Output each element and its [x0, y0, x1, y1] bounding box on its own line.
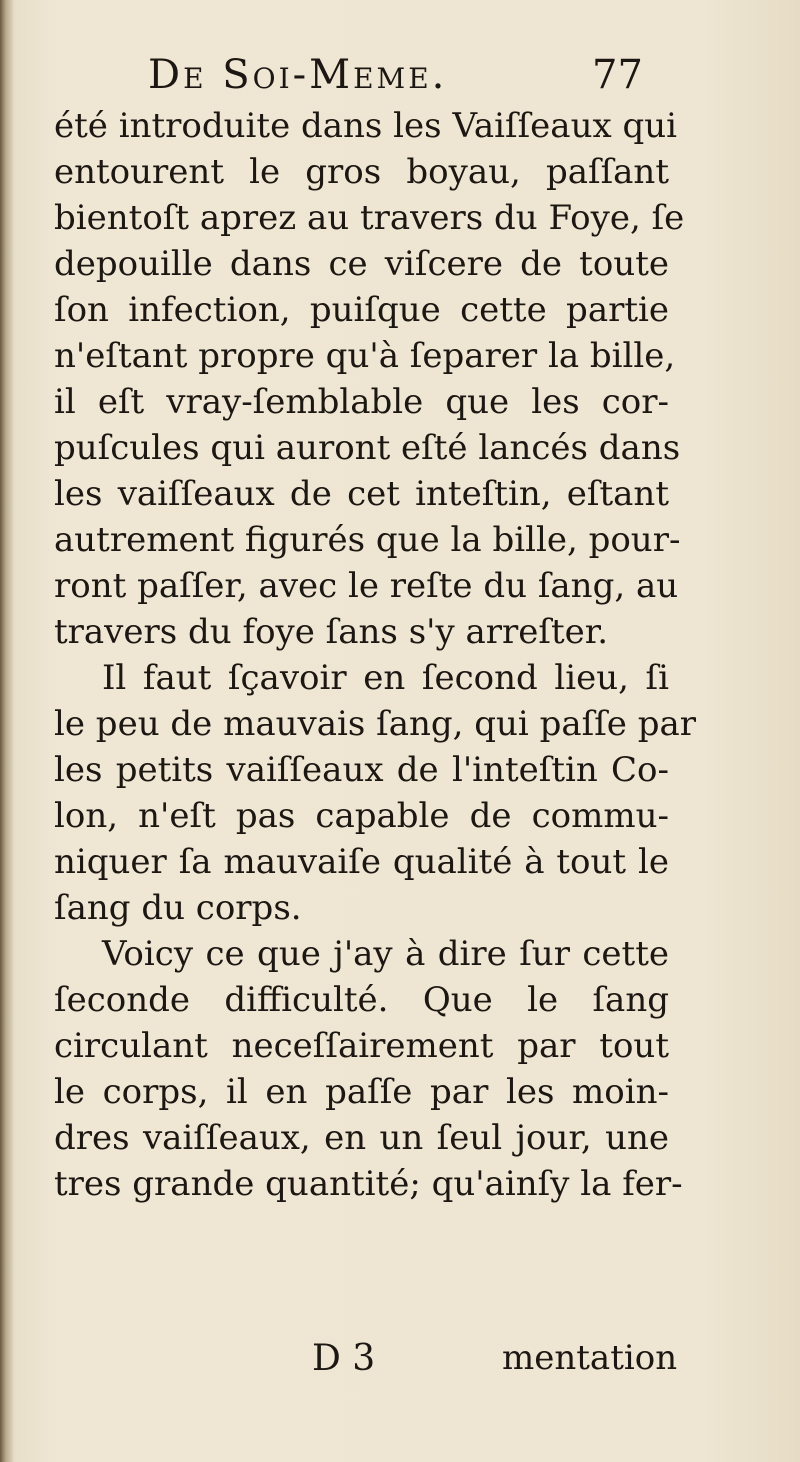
text-line: le corps, il en paſſe par les moin-: [54, 1072, 669, 1112]
text-line: tres grande quantité; qu'ainſy la fer-: [54, 1164, 683, 1204]
text-line: ſon infection, puiſque cette partie: [54, 290, 669, 330]
text-line: bientoſt aprez au travers du Foye, ſe: [54, 198, 685, 238]
text-line: autrement figurés que la bille, pour-: [54, 520, 681, 560]
text-line: le peu de mauvais ſang, qui paſſe par: [54, 704, 696, 744]
text-line: circulant neceſſairement par tout: [54, 1026, 669, 1066]
page-footer: [0, 1338, 800, 1388]
text-line: dres vaiſſeaux, en un ſeul jour, une: [54, 1118, 669, 1158]
page-number: 77: [592, 52, 643, 98]
body-text: [54, 103, 694, 1207]
text-line: ront paſſer, avec le reſte du ſang, au: [54, 566, 679, 606]
text-line: été introduite dans les Vaiſſeaux qui: [54, 106, 677, 146]
text-line: lon, n'eſt pas capable de commu-: [54, 796, 669, 836]
running-title: De Soi-Meme.: [148, 52, 448, 98]
text-line: il eſt vray-ſemblable que les cor-: [54, 382, 669, 422]
text-line: les vaiſſeaux de cet inteſtin, eſtant: [54, 474, 669, 514]
text-line: entourent le gros boyau, paſſant: [54, 152, 669, 192]
text-line: puſcules qui auront eſté lancés dans: [54, 428, 681, 468]
text-line: ſeconde difficulté. Que le ſang: [54, 980, 669, 1020]
signature-mark: D 3: [312, 1338, 376, 1379]
text-line: n'eſtant propre qu'à ſeparer la bille,: [54, 336, 676, 376]
text-line: Il faut ſçavoir en ſecond lieu, ſi: [102, 658, 669, 698]
text-line: Voicy ce que j'ay à dire ſur cette: [102, 934, 669, 974]
text-line: depouille dans ce viſcere de toute: [54, 244, 669, 284]
gutter-shadow: [0, 0, 14, 1462]
catchword: mentation: [502, 1338, 678, 1378]
text-line: niquer ſa mauvaiſe qualité à tout le: [54, 842, 669, 882]
text-line: travers du foye ſans s'y arreſter.: [54, 612, 609, 652]
text-line: ſang du corps.: [54, 888, 302, 928]
text-line: les petits vaiſſeaux de l'inteſtin Co-: [54, 750, 669, 790]
